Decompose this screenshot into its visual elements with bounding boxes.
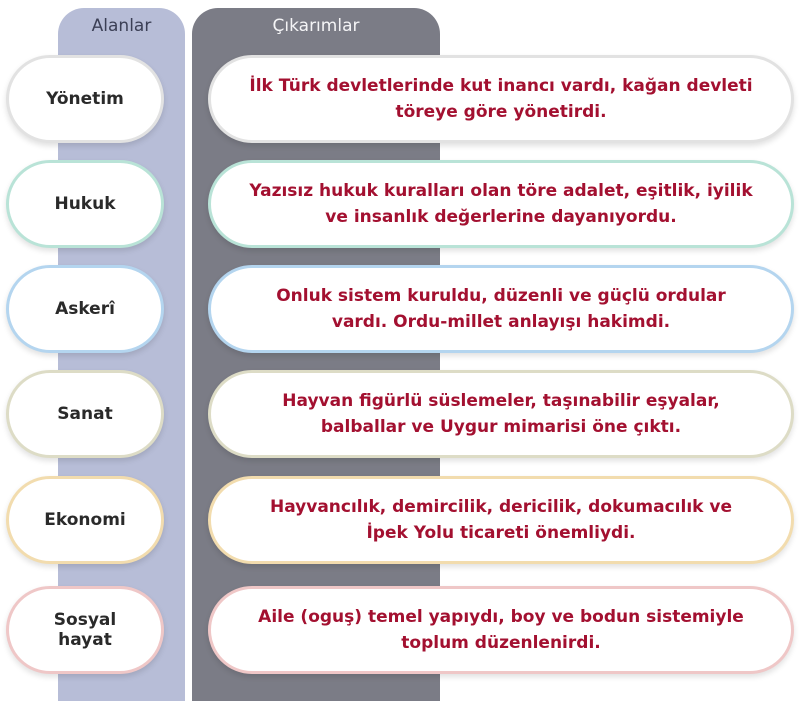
area-label: Ekonomi — [44, 510, 126, 530]
area-box-sanat — [6, 370, 164, 458]
result-box-hukuk — [208, 160, 794, 248]
area-box-yonetim — [6, 55, 164, 143]
result-box-yonetim — [208, 55, 794, 143]
result-box-sosyal-hayat — [208, 586, 794, 674]
area-box-sosyal-hayat — [6, 586, 164, 674]
result-text: İlk Türk devletlerinde kut inancı vardı, kağan devleti töreye göre yönetirdi. — [249, 76, 753, 122]
area-label: Askerî — [55, 299, 115, 319]
area-box-ekonomi — [6, 476, 164, 564]
area-label: Sosyal hayat — [53, 610, 117, 650]
result-text: Hayvancılık, demircilik, dericilik, dokumacılık ve İpek Yolu ticareti önemliydi. — [269, 497, 732, 543]
results-column-header: Çıkarımlar — [272, 16, 360, 36]
area-label: Sanat — [57, 404, 113, 424]
result-text: Onluk sistem kuruldu, düzenli ve güçlü ordular vardı. Ordu-millet anlayışı hakimdi. — [276, 286, 726, 332]
result-text: Yazısız hukuk kuralları olan töre adalet, eşitlik, iyilik ve insanlık değerlerine dayanıyordu. — [249, 181, 753, 227]
result-box-ekonomi — [208, 476, 794, 564]
area-box-askeri — [6, 265, 164, 353]
area-label: Yönetim — [46, 89, 124, 109]
area-box-hukuk — [6, 160, 164, 248]
result-box-sanat — [208, 370, 794, 458]
areas-column-header: Alanlar — [91, 16, 152, 36]
result-box-askeri — [208, 265, 794, 353]
result-text: Aile (oguş) temel yapıydı, boy ve bodun sistemiyle toplum düzenlenirdi. — [258, 607, 744, 653]
result-text: Hayvan figürlü süslemeler, taşınabilir eşyalar, balballar ve Uygur mimarisi öne çıktı. — [282, 391, 720, 437]
area-label: Hukuk — [54, 194, 116, 214]
